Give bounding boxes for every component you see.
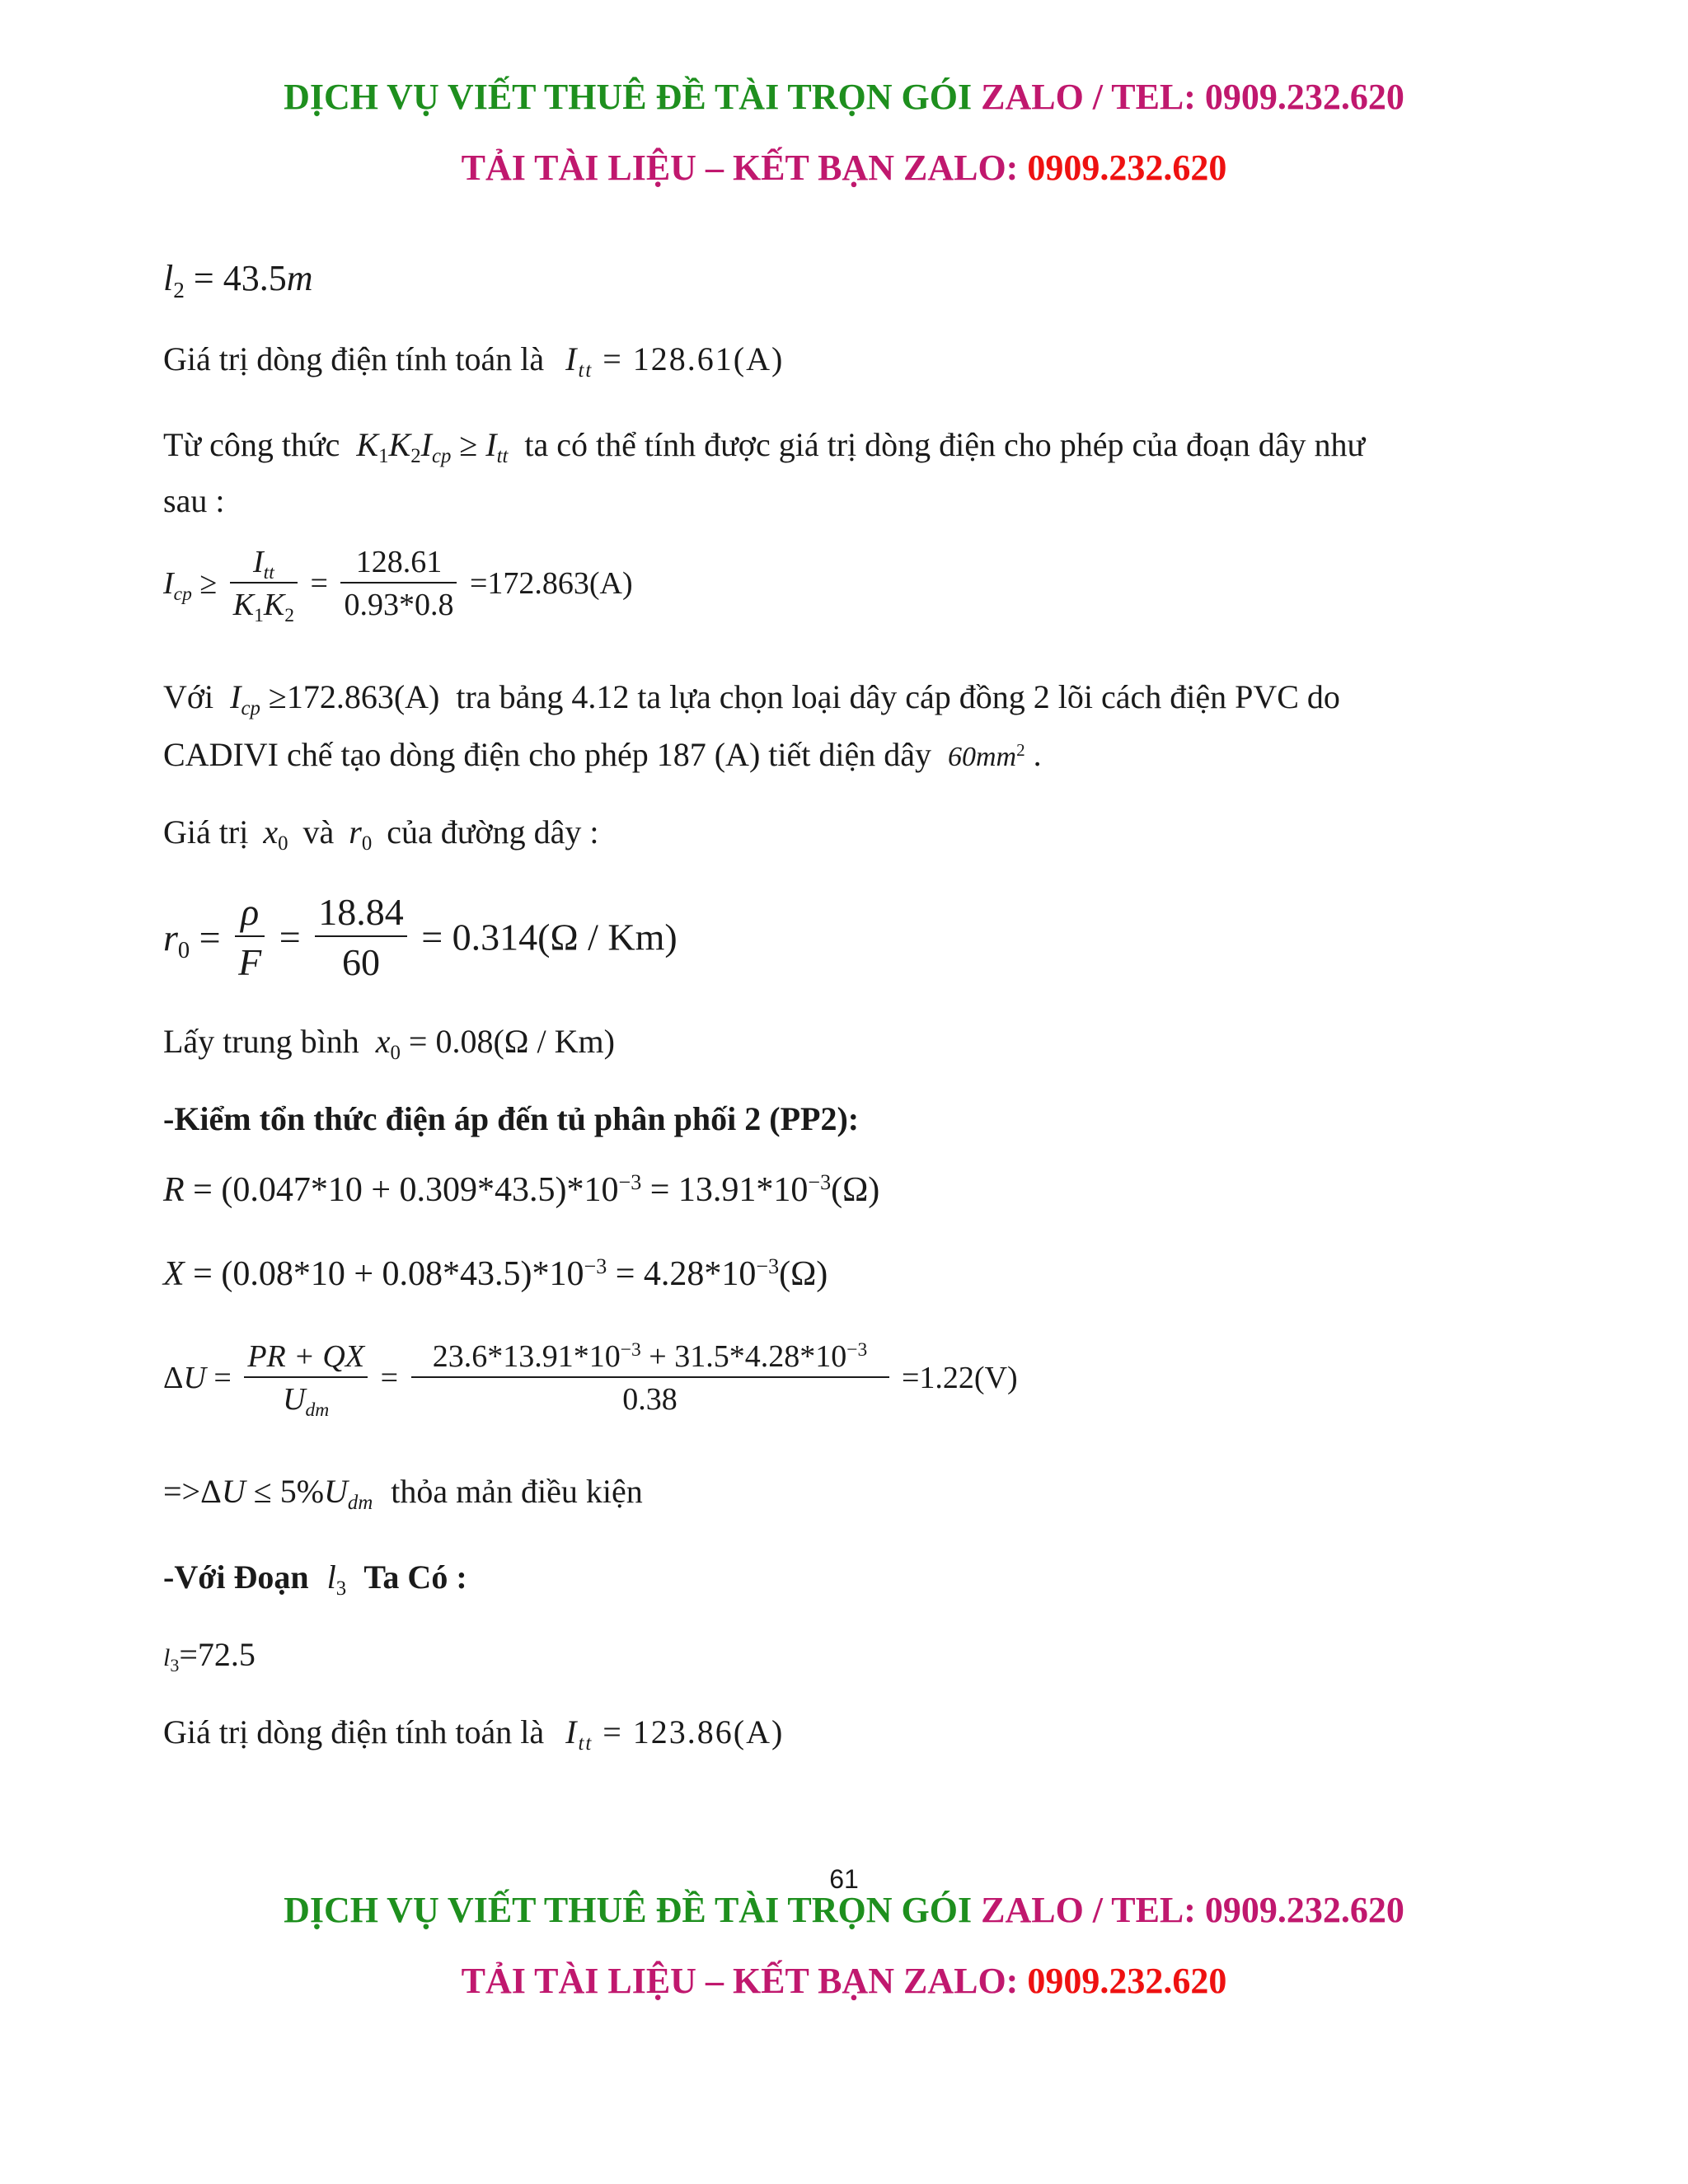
x0-average-line: Lấy trung bình x0 = 0.08(Ω / Km) xyxy=(163,1023,615,1064)
cadivi-line: CADIVI chế tạo dòng điện cho phép 187 (A) tiết diện dây $60mm^2$ . xyxy=(163,736,1042,773)
delta-u-equation: ΔU = $\frac{PR + QX}{\text{Udm}}$ = $\frac{23.6*13.91*10^{-3} + 31.5*4.28*10^{-3}}{0.38}$ =1.22(V) xyxy=(163,1339,1018,1421)
icp-equation: Icp ≥ $\frac{\text{Itt}}{K1K2}$ = $\frac{128.61}{0.93*0.8}$ =172.863(A) xyxy=(163,545,633,626)
section-heading-pp2: -Kiểm tổn thức điện áp đến tủ phân phối 2 (PP2): xyxy=(163,1100,860,1137)
r0-equation: r0 = $\frac{\rho}{F}$ = $\frac{18.84}{60}$ = 0.314(Ω / Km) xyxy=(163,891,678,983)
footer-line-1: DỊCH VỤ VIẾT THUÊ ĐỀ TÀI TRỌN GÓI ZALO / TEL: 0909.232.620 xyxy=(284,1890,1404,1930)
condition-line: =>ΔU ≤ 5%Udm thỏa mản điều kiện xyxy=(163,1473,643,1514)
footer-line-2: TẢI TÀI LIỆU – KẾT BẠN ZALO: 0909.232.620 xyxy=(461,1961,1227,2001)
formula-line: Từ công thức K1K2Icp ≥ Itt ta có thể tính được giá trị dòng điện cho phép của đoạn dây như xyxy=(163,426,1366,467)
itt-line: Giá trị dòng điện tính toán là Itt = 128.61(A) xyxy=(163,340,785,382)
header-line-1: DỊCH VỤ VIẾT THUÊ ĐỀ TÀI TRỌN GÓI ZALO / TEL: 0909.232.620 xyxy=(284,77,1404,117)
x-equation: $X = (0.08*10 + 0.08*43.5)*10^{-3} = 4.28*10^{-3}(\Omega)$ xyxy=(163,1254,828,1293)
x0-r0-line: Giá trị x0 và r0 của đường dây : xyxy=(163,813,599,855)
formula-line-cont: sau : xyxy=(163,482,225,519)
section-heading-l3: -Với Đoạn l3 Ta Có : xyxy=(163,1558,467,1600)
l3-line: l3=72.5 xyxy=(163,1636,256,1676)
r-equation: $R = (0.047*10 + 0.309*43.5)*10^{-3} = 13.91*10^{-3}(\Omega)$ xyxy=(163,1169,880,1209)
voi-line: Với Icp ≥172.863(A) tra bảng 4.12 ta lựa chọn loại dây cáp đồng 2 lõi cách điện PVC do xyxy=(163,678,1340,719)
itt2-line: Giá trị dòng điện tính toán là Itt = 123.86(A) xyxy=(163,1713,785,1755)
page-number: 61 xyxy=(829,1864,859,1894)
header-line-2: TẢI TÀI LIỆU – KẾT BẠN ZALO: 0909.232.620 xyxy=(461,148,1227,188)
l2-line: l2 = 43.5m xyxy=(163,258,313,302)
